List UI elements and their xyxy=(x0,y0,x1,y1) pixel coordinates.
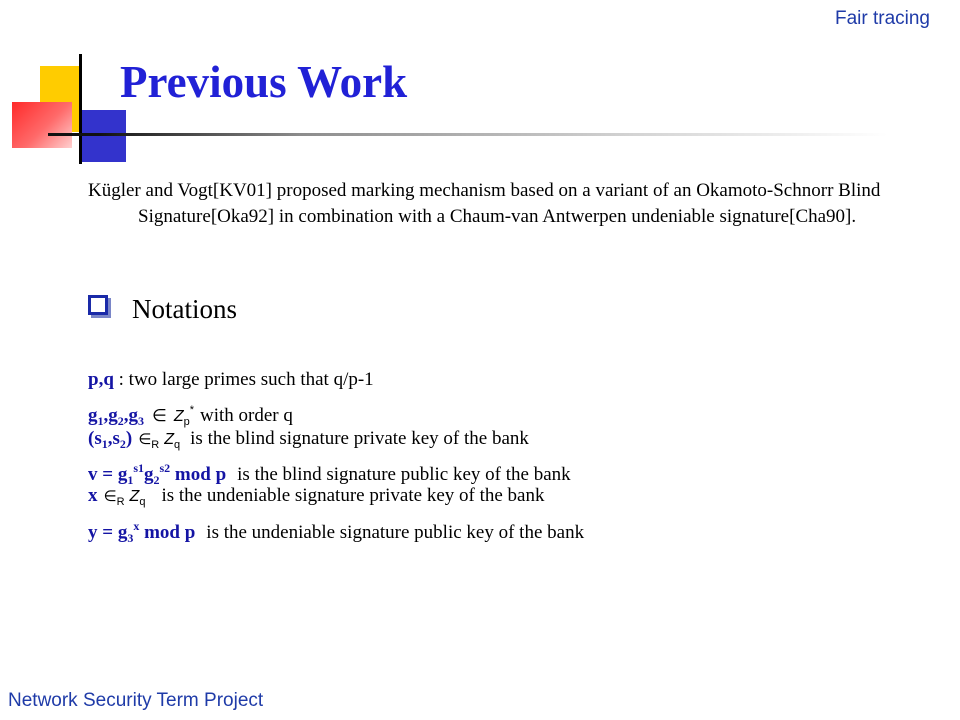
checkbox-bullet-icon xyxy=(88,295,108,315)
footer-text: Network Security Term Project xyxy=(8,690,264,711)
notations-heading xyxy=(88,292,237,326)
g-term: $g_1,g_2,g_3$ xyxy=(88,405,144,428)
pq-text: : two large primes such that q/p-1 xyxy=(113,369,374,390)
notations-label: Notations xyxy=(132,294,237,324)
x-text: is the undeniable signature private key of the bank xyxy=(161,485,545,506)
random-member-symbol: $\in_R$ xyxy=(138,430,160,451)
title-underline xyxy=(48,133,888,136)
group-zq: $Z_q$ xyxy=(164,431,181,451)
x-term: x xyxy=(88,485,98,506)
group-zp: $Z_p^*$ xyxy=(173,404,194,428)
y-text: is the undeniable signature public key of the bank xyxy=(206,522,585,543)
s-text: is the blind signature private key of the bank xyxy=(190,428,529,449)
intro-paragraph: Kügler and Vogt[KV01] proposed marking mechanism based on a variant of an Okamoto-Schnorr Blind Signature[Oka92] in combination with a Chaum-van Antwerpen undeniable signature[Cha90]. xyxy=(88,180,881,227)
group-zq: $Z_q$ xyxy=(129,488,146,508)
g-text: with order q xyxy=(200,405,293,426)
decor-red-square xyxy=(12,102,72,148)
def-x xyxy=(88,484,544,514)
element-of-symbol: ∈ xyxy=(152,406,167,426)
decor-vertical-line xyxy=(79,54,82,164)
header-tag: Fair tracing xyxy=(834,8,930,29)
decor-blue-square xyxy=(80,110,126,162)
def-pq xyxy=(88,368,374,392)
random-member-symbol: $\in_R$ xyxy=(103,487,125,508)
pq-term: p,q xyxy=(88,369,114,390)
page-title: Previous Work xyxy=(120,57,408,107)
v-term: $v = g_1^{s1}g_2^{s2}$ mod p xyxy=(88,461,227,487)
s-term: $(s_1,s_2)$ xyxy=(88,428,133,451)
def-y xyxy=(88,514,584,550)
def-s xyxy=(88,427,529,457)
y-term: $y = g_3^x$ mod p xyxy=(88,519,196,545)
v-text: is the blind signature public key of the bank xyxy=(237,464,571,485)
